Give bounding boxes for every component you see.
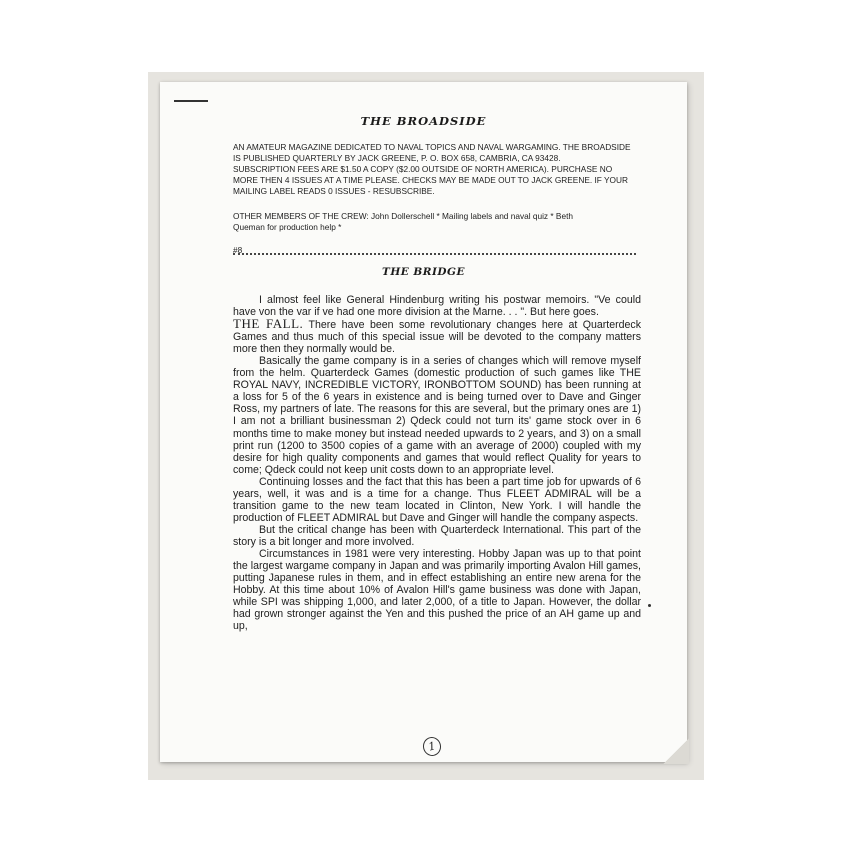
issue-number: #8 — [233, 245, 243, 255]
crew-line: OTHER MEMBERS OF THE CREW: John Dollerschell * Mailing labels and naval quiz * Beth — [233, 211, 573, 221]
intro-line: MORE THEN 4 ISSUES AT A TIME PLEASE. CHECKS MAY BE MADE OUT TO JACK GREENE. IF YOUR — [233, 175, 628, 185]
intro-line: IS PUBLISHED QUARTERLY BY JACK GREENE, P. O. BOX 658, CAMBRIA, CA 93428. — [233, 153, 561, 163]
paragraph: Basically the game company is in a series of changes which will remove myself from the helm. Quarterdeck Games (domestic production of such games like THE ROYAL NAVY, INCREDIBLE VICTORY, IRONBOTTOM SOUND) has been running at a loss for 5 of the 6 years in existence and is being turned over to Dave and Ginger Ross, my partners of late. The reasons for this are several, but the primary ones are 1) I am not a brilliant businessman 2) Qdeck could not turn its' game stock over in 6 months time to make money but instead needed upwards to 2 years, and 3) on a small print run (1200 to 3500 copies of a game with an average of 2000) coupled with my desire for high quality components and games that would reflect Quality for years to come; Qdeck could not keep unit costs down to an appropriate level. — [233, 355, 641, 476]
paragraph: I almost feel like General Hindenburg writing his postwar memoirs. "Ve could have von the var if ve had one more division at the Marne. . . ". But here goes. — [233, 294, 641, 319]
pen-dash-mark — [174, 100, 208, 102]
article-body — [233, 294, 641, 632]
paragraph: Continuing losses and the fact that this has been a part time job for upwards of 6 years, well, it was and is a time for a change. Thus FLEET ADMIRAL will be a transition game to the new team located in Clinton, New York. I will handle the production of FLEET ADMIRAL but Dave and Ginger will handle the company aspects. — [233, 475, 641, 524]
newsletter-page — [160, 82, 687, 762]
paragraph: Circumstances in 1981 were very interesting. Hobby Japan was up to that point the largest wargame company in Japan and was primarily importing Avalon Hill games, putting Japanese rules in them, and in effect establishing an entire new arena for the Hobby. At this time about 10% of Avalon Hill's game business was done with Japan, while SPI was shipping 1,000, and later 2,000, of a title to Japan. However, the dollar had grown stronger against the Yen and this pushed the price of an AH game up and up, — [233, 547, 641, 633]
subhead-the-fall: THE FALL. — [233, 316, 304, 332]
intro-line: MAILING LABEL READS 0 ISSUES - RESUBSCRIBE. — [233, 186, 435, 196]
margin-dot — [648, 604, 651, 607]
crew-credits — [233, 211, 643, 233]
intro-block — [233, 142, 643, 197]
page-corner-fold — [663, 738, 689, 764]
page-number: 1 — [421, 735, 443, 757]
paragraph-text: There have been some revolutionary changes here at Quarterdeck Games and thus much of this special issue will be devoted to the company matters more then they normally would be. — [233, 319, 641, 356]
masthead-title: THE BROADSIDE — [360, 114, 487, 128]
paragraph: But the critical change has been with Quarterdeck International. This part of the story is a bit longer and more involved. — [233, 523, 641, 548]
section-title: THE BRIDGE — [382, 266, 465, 278]
crew-line: Queman for production help * — [233, 222, 342, 232]
paragraph — [233, 318, 641, 355]
intro-line: AN AMATEUR MAGAZINE DEDICATED TO NAVAL TOPICS AND NAVAL WARGAMING. THE BROADSIDE — [233, 142, 631, 152]
intro-line: SUBSCRIPTION FEES ARE $1.50 A COPY ($2.00 OUTSIDE OF NORTH AMERICA). PURCHASE NO — [233, 164, 613, 174]
dotted-divider — [233, 253, 636, 255]
